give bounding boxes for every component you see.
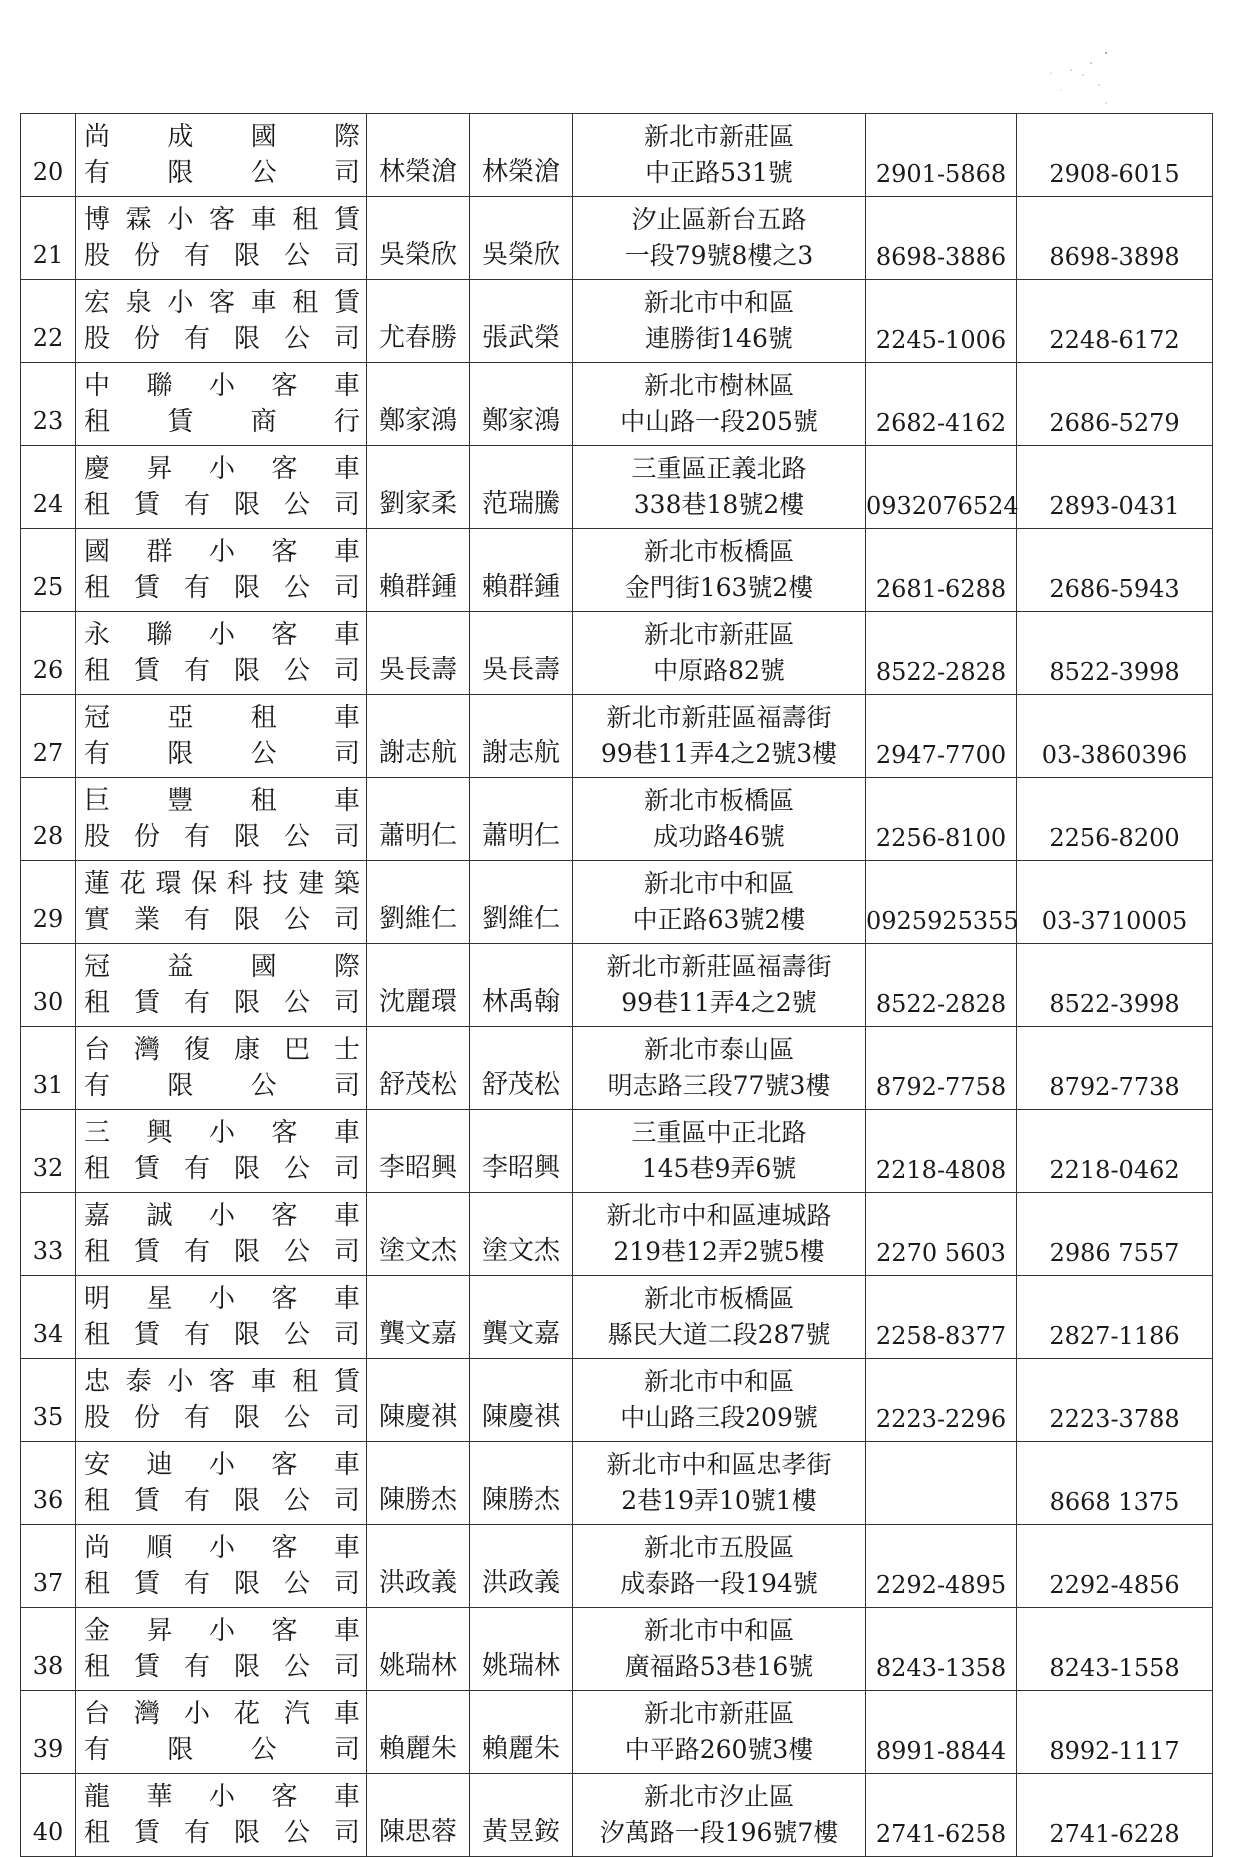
phone-number: 2681-6288 <box>866 529 1017 612</box>
company-name-line: 租 賃 有 限 公 司 <box>84 1237 360 1267</box>
address-line: 縣民大道二段287號 <box>607 1320 831 1349</box>
phone-number: 2245-1006 <box>866 280 1017 363</box>
table-row <box>21 778 1213 861</box>
row-number: 40 <box>21 1774 76 1857</box>
fax-number: 2827-1186 <box>1017 1276 1213 1359</box>
company-name-line: 金 昇 小 客 車 <box>84 1616 360 1646</box>
address <box>573 529 866 612</box>
table-row <box>21 363 1213 446</box>
manager-name: 吳榮欣 <box>470 197 573 280</box>
company-name-line: 龍 華 小 客 車 <box>84 1782 360 1812</box>
company-name-line: 尚 成 國 際 <box>84 122 360 152</box>
company-name-line: 租 賃 有 限 公 司 <box>84 656 360 686</box>
address-line: 新北市新莊區福壽街 <box>606 952 832 981</box>
phone-number <box>866 1442 1017 1525</box>
row-number: 29 <box>21 861 76 944</box>
fax-number: 03-3860396 <box>1017 695 1213 778</box>
address <box>573 695 866 778</box>
phone-number: 2292-4895 <box>866 1525 1017 1608</box>
company-name-line: 國 群 小 客 車 <box>84 537 360 567</box>
company-name-line: 租 賃 商 行 <box>84 407 360 437</box>
company-name-line: 股 份 有 限 公 司 <box>84 1403 360 1433</box>
address <box>573 1525 866 1608</box>
phone-number: 0925925355 <box>866 861 1017 944</box>
manager-name: 李昭興 <box>470 1110 573 1193</box>
company-name-line: 台 灣 小 花 汽 車 <box>84 1699 360 1729</box>
owner-name: 沈麗環 <box>367 944 470 1027</box>
address-line: 成泰路一段194號 <box>620 1569 818 1598</box>
owner-name: 吳榮欣 <box>367 197 470 280</box>
table-row <box>21 1608 1213 1691</box>
fax-number: 2893-0431 <box>1017 446 1213 529</box>
address <box>573 1774 866 1857</box>
fax-number: 8992-1117 <box>1017 1691 1213 1774</box>
address-line: 新北市泰山區 <box>643 1035 794 1064</box>
address-line: 三重區中正北路 <box>631 1118 807 1147</box>
address <box>573 1110 866 1193</box>
row-number: 26 <box>21 612 76 695</box>
fax-number: 2686-5943 <box>1017 529 1213 612</box>
address-line: 新北市板橋區 <box>643 786 794 815</box>
owner-name: 洪政義 <box>367 1525 470 1608</box>
row-number: 20 <box>21 114 76 197</box>
company-name-line: 租 賃 有 限 公 司 <box>84 573 360 603</box>
owner-name: 林榮滄 <box>367 114 470 197</box>
address <box>573 944 866 1027</box>
company-name <box>76 861 367 944</box>
company-name-line: 巨 豐 租 車 <box>84 786 360 816</box>
company-name-line: 租 賃 有 限 公 司 <box>84 1320 360 1350</box>
row-number: 38 <box>21 1608 76 1691</box>
row-number: 35 <box>21 1359 76 1442</box>
address-line: 新北市中和區 <box>643 869 794 898</box>
address <box>573 1193 866 1276</box>
company-name-line: 慶 昇 小 客 車 <box>84 454 360 484</box>
owner-name: 吳長壽 <box>367 612 470 695</box>
company-name-line: 租 賃 有 限 公 司 <box>84 988 360 1018</box>
owner-name: 劉家柔 <box>367 446 470 529</box>
address-line: 新北市新莊區福壽街 <box>606 703 832 732</box>
phone-number: 8792-7758 <box>866 1027 1017 1110</box>
table-row <box>21 1359 1213 1442</box>
manager-name: 謝志航 <box>470 695 573 778</box>
company-name-line: 安 迪 小 客 車 <box>84 1450 360 1480</box>
owner-name: 賴群鍾 <box>367 529 470 612</box>
fax-number: 2741-6228 <box>1017 1774 1213 1857</box>
phone-number: 2947-7700 <box>866 695 1017 778</box>
phone-number: 2270 5603 <box>866 1193 1017 1276</box>
fax-number: 2248-6172 <box>1017 280 1213 363</box>
company-name-line: 有 限 公 司 <box>84 739 360 769</box>
owner-name: 姚瑞林 <box>367 1608 470 1691</box>
address <box>573 1691 866 1774</box>
address <box>573 612 866 695</box>
address <box>573 1027 866 1110</box>
address-line: 一段79號8樓之3 <box>624 241 814 270</box>
company-name <box>76 529 367 612</box>
row-number: 22 <box>21 280 76 363</box>
row-number: 32 <box>21 1110 76 1193</box>
fax-number: 2986 7557 <box>1017 1193 1213 1276</box>
phone-number: 2218-4808 <box>866 1110 1017 1193</box>
company-name <box>76 1608 367 1691</box>
company-name <box>76 1442 367 1525</box>
table-row <box>21 695 1213 778</box>
table-row <box>21 446 1213 529</box>
company-name-line: 租 賃 有 限 公 司 <box>84 1569 360 1599</box>
phone-number: 8243-1358 <box>866 1608 1017 1691</box>
company-name-line: 股 份 有 限 公 司 <box>84 822 360 852</box>
table-row <box>21 1193 1213 1276</box>
company-name <box>76 1193 367 1276</box>
phone-number: 2741-6258 <box>866 1774 1017 1857</box>
company-name <box>76 1525 367 1608</box>
table-row <box>21 1774 1213 1857</box>
row-number: 25 <box>21 529 76 612</box>
address-line: 成功路46號 <box>653 822 785 851</box>
address-line: 中山路一段205號 <box>620 407 818 436</box>
company-name <box>76 280 367 363</box>
address-line: 中原路82號 <box>653 656 785 685</box>
manager-name: 林禹翰 <box>470 944 573 1027</box>
row-number: 37 <box>21 1525 76 1608</box>
row-number: 36 <box>21 1442 76 1525</box>
address-line: 新北市樹林區 <box>643 371 794 400</box>
fax-number: 2218-0462 <box>1017 1110 1213 1193</box>
manager-name: 林榮滄 <box>470 114 573 197</box>
address-line: 汐止區新台五路 <box>631 205 807 234</box>
table-row <box>21 1442 1213 1525</box>
company-name-line: 冠 益 國 際 <box>84 952 360 982</box>
company-name-line: 股 份 有 限 公 司 <box>84 241 360 271</box>
row-number: 31 <box>21 1027 76 1110</box>
owner-name: 舒茂松 <box>367 1027 470 1110</box>
company-name <box>76 1027 367 1110</box>
row-number: 24 <box>21 446 76 529</box>
address-line: 連勝街146號 <box>645 324 793 353</box>
address <box>573 1442 866 1525</box>
company-name-line: 有 限 公 司 <box>84 1735 360 1765</box>
address <box>573 363 866 446</box>
rental-company-table <box>20 113 1213 1857</box>
manager-name: 吳長壽 <box>470 612 573 695</box>
address <box>573 446 866 529</box>
manager-name: 洪政義 <box>470 1525 573 1608</box>
phone-number: 8991-8844 <box>866 1691 1017 1774</box>
company-name-line: 有 限 公 司 <box>84 158 360 188</box>
owner-name: 陳思蓉 <box>367 1774 470 1857</box>
company-name <box>76 695 367 778</box>
manager-name: 劉維仁 <box>470 861 573 944</box>
company-name-line: 博 霖 小 客 車 租 賃 <box>84 205 360 235</box>
address-line: 新北市板橋區 <box>643 537 794 566</box>
company-name <box>76 778 367 861</box>
address <box>573 1276 866 1359</box>
fax-number: 8522-3998 <box>1017 612 1213 695</box>
company-name-line: 三 興 小 客 車 <box>84 1118 360 1148</box>
owner-name: 陳慶祺 <box>367 1359 470 1442</box>
owner-name: 蕭明仁 <box>367 778 470 861</box>
table-row <box>21 1276 1213 1359</box>
company-name <box>76 1774 367 1857</box>
address-line: 新北市中和區忠孝街 <box>606 1450 832 1479</box>
fax-number: 8792-7738 <box>1017 1027 1213 1110</box>
manager-name: 鄭家鴻 <box>470 363 573 446</box>
manager-name: 陳勝杰 <box>470 1442 573 1525</box>
address-line: 新北市新莊區 <box>643 1699 794 1728</box>
company-name <box>76 363 367 446</box>
company-name-line: 台 灣 復 康 巴 士 <box>84 1035 360 1065</box>
table-row <box>21 1691 1213 1774</box>
address-line: 新北市中和區 <box>643 288 794 317</box>
address <box>573 197 866 280</box>
company-name <box>76 944 367 1027</box>
address <box>573 861 866 944</box>
owner-name: 劉維仁 <box>367 861 470 944</box>
phone-number: 2223-2296 <box>866 1359 1017 1442</box>
address <box>573 114 866 197</box>
fax-number: 2908-6015 <box>1017 114 1213 197</box>
company-name-line: 尚 順 小 客 車 <box>84 1533 360 1563</box>
fax-number: 03-3710005 <box>1017 861 1213 944</box>
phone-number: 2258-8377 <box>866 1276 1017 1359</box>
address-line: 新北市中和區 <box>643 1367 794 1396</box>
manager-name: 賴麗朱 <box>470 1691 573 1774</box>
company-name-line: 中 聯 小 客 車 <box>84 371 360 401</box>
address-line: 金門街163號2樓 <box>624 573 814 602</box>
company-name-line: 租 賃 有 限 公 司 <box>84 490 360 520</box>
fax-number: 8522-3998 <box>1017 944 1213 1027</box>
owner-name: 李昭興 <box>367 1110 470 1193</box>
manager-name: 姚瑞林 <box>470 1608 573 1691</box>
company-name <box>76 114 367 197</box>
company-name-line: 忠 泰 小 客 車 租 賃 <box>84 1367 360 1397</box>
fax-number: 2256-8200 <box>1017 778 1213 861</box>
phone-number: 8522-2828 <box>866 612 1017 695</box>
row-number: 21 <box>21 197 76 280</box>
company-name <box>76 612 367 695</box>
address <box>573 280 866 363</box>
address-line: 145巷9弄6號 <box>641 1154 797 1183</box>
company-name <box>76 1359 367 1442</box>
company-name <box>76 1276 367 1359</box>
owner-name: 塗文杰 <box>367 1193 470 1276</box>
table-body <box>21 114 1213 1857</box>
address-line: 明志路三段77號3樓 <box>607 1071 831 1100</box>
table-row <box>21 944 1213 1027</box>
manager-name: 塗文杰 <box>470 1193 573 1276</box>
company-name <box>76 1110 367 1193</box>
phone-number: 2682-4162 <box>866 363 1017 446</box>
address-line: 廣福路53巷16號 <box>624 1652 814 1681</box>
table-row <box>21 1525 1213 1608</box>
address-line: 汐萬路一段196號7樓 <box>599 1818 839 1847</box>
manager-name: 黃昱銨 <box>470 1774 573 1857</box>
address-line: 新北市中和區 <box>643 1616 794 1645</box>
fax-number: 2223-3788 <box>1017 1359 1213 1442</box>
fax-number: 8668 1375 <box>1017 1442 1213 1525</box>
phone-number: 0932076524 <box>866 446 1017 529</box>
address <box>573 1608 866 1691</box>
table-row <box>21 529 1213 612</box>
address-line: 新北市新莊區 <box>643 620 794 649</box>
row-number: 27 <box>21 695 76 778</box>
address-line: 新北市中和區連城路 <box>606 1201 832 1230</box>
address-line: 99巷11弄4之2號3樓 <box>600 739 838 768</box>
address-line: 新北市板橋區 <box>643 1284 794 1313</box>
manager-name: 蕭明仁 <box>470 778 573 861</box>
manager-name: 范瑞騰 <box>470 446 573 529</box>
company-name-line: 冠 亞 租 車 <box>84 703 360 733</box>
company-name-line: 實 業 有 限 公 司 <box>84 905 360 935</box>
address-line: 新北市汐止區 <box>643 1782 794 1811</box>
address-line: 99巷11弄4之2號 <box>621 988 817 1017</box>
owner-name: 尤春勝 <box>367 280 470 363</box>
address-line: 219巷12弄2號5樓 <box>613 1237 825 1266</box>
table-row <box>21 1110 1213 1193</box>
address-line: 338巷18號2樓 <box>633 490 805 519</box>
table-row <box>21 612 1213 695</box>
company-name-line: 蓮 花 環 保 科 技 建 築 <box>84 869 360 899</box>
fax-number: 2292-4856 <box>1017 1525 1213 1608</box>
phone-number: 2256-8100 <box>866 778 1017 861</box>
phone-number: 8522-2828 <box>866 944 1017 1027</box>
address-line: 中正路531號 <box>645 158 793 187</box>
manager-name: 陳慶祺 <box>470 1359 573 1442</box>
manager-name: 賴群鍾 <box>470 529 573 612</box>
company-name-line: 股 份 有 限 公 司 <box>84 324 360 354</box>
manager-name: 舒茂松 <box>470 1027 573 1110</box>
company-name-line: 明 星 小 客 車 <box>84 1284 360 1314</box>
owner-name: 龔文嘉 <box>367 1276 470 1359</box>
address-line: 中山路三段209號 <box>620 1403 818 1432</box>
fax-number: 2686-5279 <box>1017 363 1213 446</box>
owner-name: 陳勝杰 <box>367 1442 470 1525</box>
address-line: 新北市五股區 <box>643 1533 794 1562</box>
company-name-line: 租 賃 有 限 公 司 <box>84 1154 360 1184</box>
phone-number: 8698-3886 <box>866 197 1017 280</box>
manager-name: 張武榮 <box>470 280 573 363</box>
table-row <box>21 861 1213 944</box>
row-number: 23 <box>21 363 76 446</box>
company-name-line: 有 限 公 司 <box>84 1071 360 1101</box>
fax-number: 8243-1558 <box>1017 1608 1213 1691</box>
fax-number: 8698-3898 <box>1017 197 1213 280</box>
table-row <box>21 1027 1213 1110</box>
row-number: 30 <box>21 944 76 1027</box>
table-row <box>21 197 1213 280</box>
company-name-line: 嘉 誠 小 客 車 <box>84 1201 360 1231</box>
owner-name: 鄭家鴻 <box>367 363 470 446</box>
row-number: 34 <box>21 1276 76 1359</box>
company-name-line: 宏 泉 小 客 車 租 賃 <box>84 288 360 318</box>
owner-name: 賴麗朱 <box>367 1691 470 1774</box>
address <box>573 778 866 861</box>
company-name <box>76 446 367 529</box>
manager-name: 龔文嘉 <box>470 1276 573 1359</box>
row-number: 28 <box>21 778 76 861</box>
company-name <box>76 197 367 280</box>
phone-number: 2901-5868 <box>866 114 1017 197</box>
company-name-line: 租 賃 有 限 公 司 <box>84 1652 360 1682</box>
owner-name: 謝志航 <box>367 695 470 778</box>
address-line: 2巷19弄10號1樓 <box>621 1486 817 1515</box>
row-number: 39 <box>21 1691 76 1774</box>
company-name-line: 永 聯 小 客 車 <box>84 620 360 650</box>
address-line: 中正路63號2樓 <box>632 905 806 934</box>
address <box>573 1359 866 1442</box>
company-name-line: 租 賃 有 限 公 司 <box>84 1486 360 1516</box>
company-name <box>76 1691 367 1774</box>
address-line: 三重區正義北路 <box>631 454 807 483</box>
table-row <box>21 114 1213 197</box>
address-line: 新北市新莊區 <box>643 122 794 151</box>
address-line: 中平路260號3樓 <box>624 1735 814 1764</box>
table-row <box>21 280 1213 363</box>
company-name-line: 租 賃 有 限 公 司 <box>84 1818 360 1848</box>
row-number: 33 <box>21 1193 76 1276</box>
